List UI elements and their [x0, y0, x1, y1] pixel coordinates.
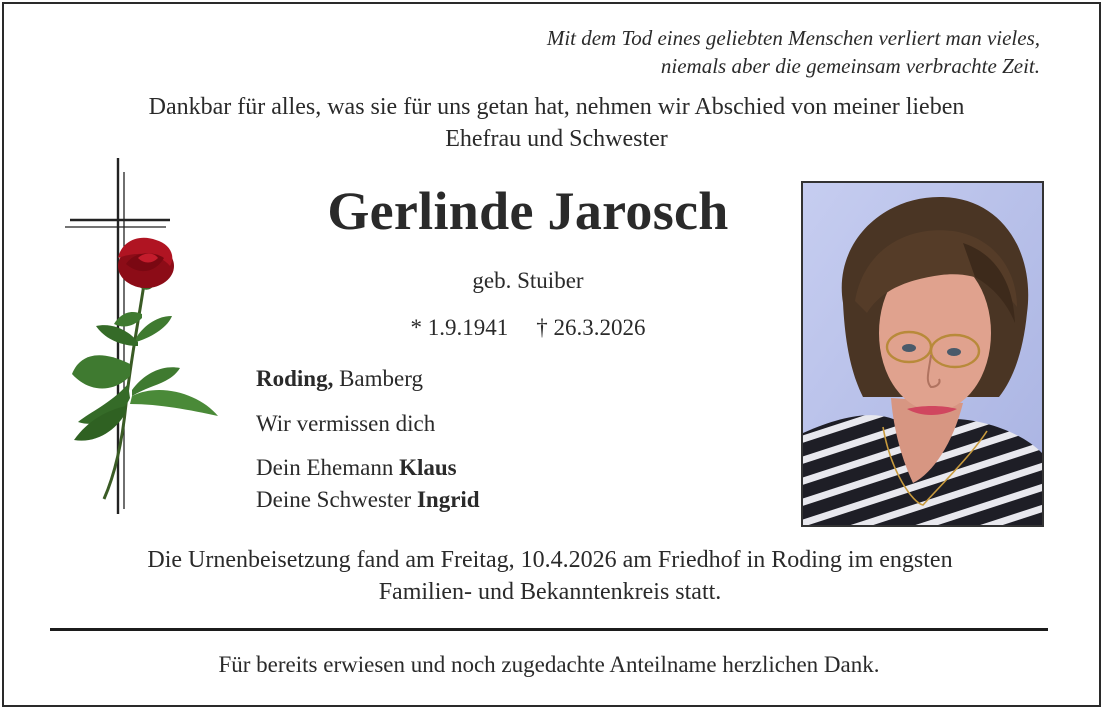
- rose-icon: [72, 238, 218, 499]
- intro-line-1: Dankbar für alles, was sie für uns getan hat, nehmen wir Abschied von meiner lieben: [148, 94, 965, 120]
- miss-line: Wir vermissen dich: [256, 411, 436, 436]
- maiden-name: geb. Stuiber: [472, 268, 584, 293]
- place-other: Bamberg: [333, 366, 423, 391]
- places: [256, 363, 423, 394]
- life-dates: [228, 313, 828, 343]
- death-date: † 26.3.2026: [536, 315, 646, 340]
- portrait-photo: [801, 181, 1044, 527]
- quote-line-2: niemals aber die gemeinsam verbrachte Zeit.: [660, 54, 1040, 78]
- mourner-2: [256, 484, 480, 515]
- cross-rose-icon: [60, 154, 230, 518]
- place-main: Roding,: [256, 366, 334, 391]
- mourner-relation: Deine Schwester: [256, 487, 417, 512]
- portrait-image: [803, 183, 1042, 525]
- birth-date: * 1.9.1941: [410, 315, 509, 340]
- quote-line-1: Mit dem Tod eines geliebten Menschen verliert man vieles,: [546, 26, 1040, 50]
- intro-line-2: Ehefrau und Schwester: [445, 126, 668, 152]
- burial-line-2: Familien- und Bekanntenkreis statt.: [378, 579, 722, 605]
- mourner-name: Klaus: [399, 455, 457, 480]
- thanks-line: Für bereits erwiesen und noch zugedachte Anteilname herzlichen Dank.: [218, 652, 880, 677]
- mourner-relation: Dein Ehemann: [256, 455, 400, 480]
- burial-line-1: Die Urnenbeisetzung fand am Freitag, 10.4.2026 am Friedhof in Roding im engsten: [147, 547, 953, 573]
- mourner-1: [256, 452, 457, 483]
- deceased-name: Gerlinde Jarosch: [327, 181, 729, 241]
- mourner-name: Ingrid: [416, 487, 480, 512]
- divider-line: [50, 628, 1048, 631]
